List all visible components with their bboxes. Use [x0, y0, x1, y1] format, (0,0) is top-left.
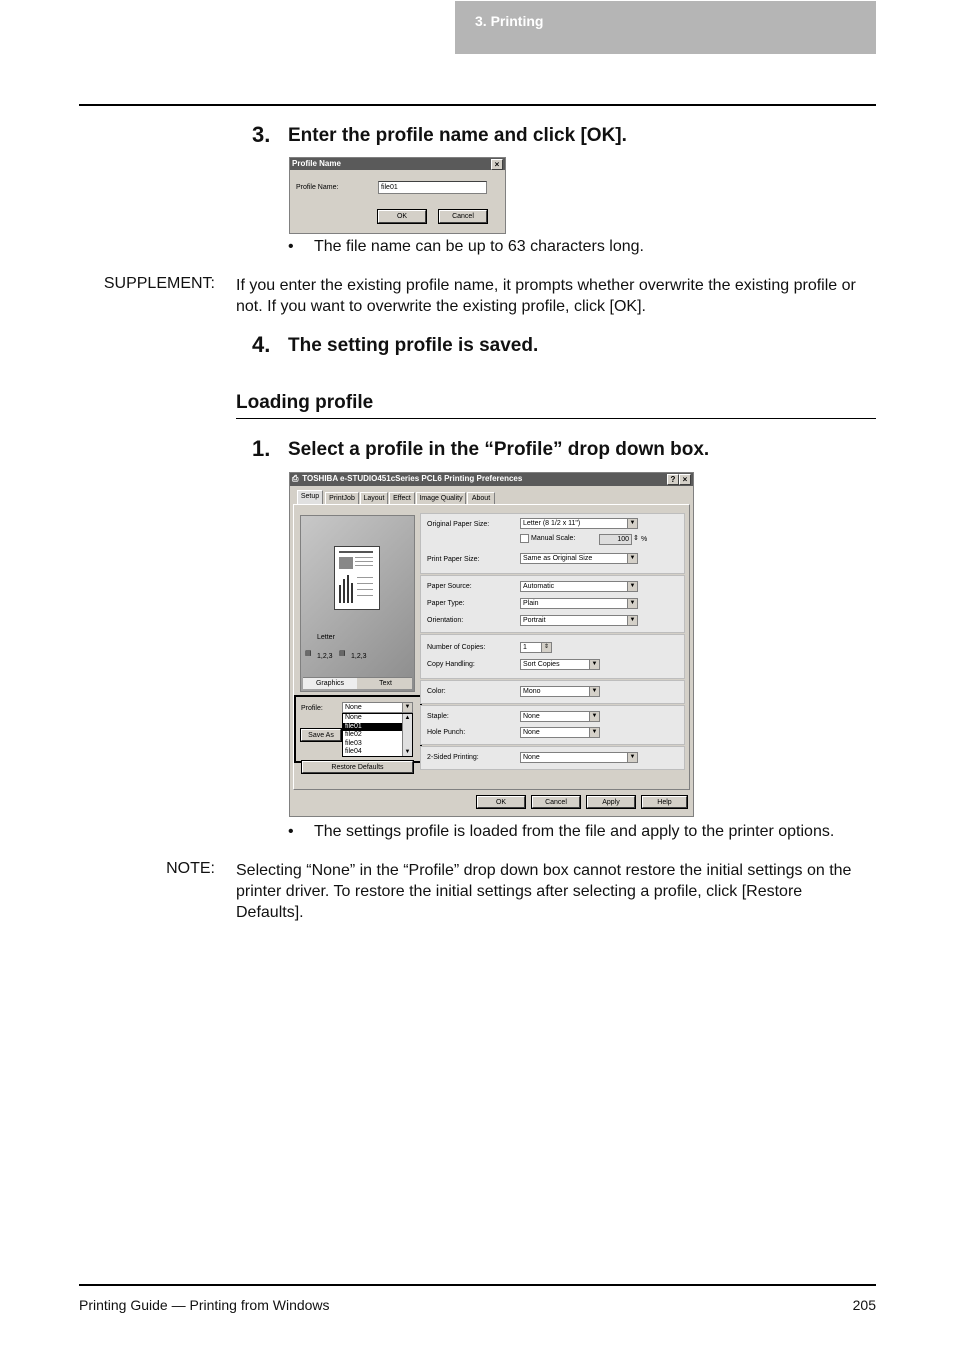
- tab-graphics[interactable]: Graphics: [303, 678, 357, 689]
- ok-button[interactable]: OK: [378, 210, 426, 223]
- bullet-text: The settings profile is loaded from the file and apply to the printer options.: [314, 823, 835, 840]
- two-sided-group: [420, 746, 685, 770]
- chevron-down-icon[interactable]: ▼: [627, 599, 637, 608]
- collate-icon-b: ▤: [339, 650, 346, 657]
- collate-label-b: 1,2,3: [351, 653, 367, 660]
- copies-group: [420, 634, 685, 679]
- restore-defaults-button[interactable]: Restore Defaults: [302, 761, 413, 773]
- page-preview-image: [334, 546, 380, 610]
- profile-label: Profile:: [301, 705, 323, 712]
- step-3: [252, 122, 852, 149]
- scrollbar[interactable]: [402, 714, 412, 756]
- finishing-group: [420, 705, 685, 745]
- select-value: None: [523, 754, 540, 761]
- step-text: Select a profile in the “Profile” drop down box.: [288, 439, 710, 460]
- two-sided-select[interactable]: [520, 752, 638, 763]
- paper-type-select[interactable]: [520, 598, 638, 609]
- supplement-label: SUPPLEMENT:: [103, 275, 215, 292]
- section-tab-label: 3. Printing: [475, 13, 544, 29]
- list-item[interactable]: file02: [345, 731, 362, 738]
- bullet-dot: •: [288, 238, 294, 255]
- collate-icon-a: ▤: [305, 650, 312, 657]
- copies-input[interactable]: [520, 642, 552, 653]
- note-text: [236, 860, 881, 923]
- print-paper-size-select[interactable]: [520, 553, 638, 564]
- select-value: Portrait: [523, 617, 546, 624]
- profile-name-input[interactable]: file01: [378, 181, 487, 194]
- step-number: 4.: [252, 332, 271, 357]
- preview-panel: [300, 515, 415, 692]
- tab-text[interactable]: Text: [379, 680, 392, 687]
- manual-scale-input[interactable]: 100: [599, 534, 632, 545]
- tab-setup[interactable]: Setup: [297, 490, 323, 504]
- dialog-titlebar: [290, 158, 505, 170]
- list-item-selected[interactable]: file01: [343, 723, 404, 732]
- chevron-down-icon[interactable]: ▼: [627, 616, 637, 625]
- note-line: Defaults].: [236, 904, 304, 921]
- original-paper-size-label: Original Paper Size:: [427, 521, 490, 528]
- select-value: None: [523, 713, 540, 720]
- list-item[interactable]: None: [345, 714, 362, 721]
- paper-type-label: Paper Type:: [427, 600, 465, 607]
- select-value: None: [523, 729, 540, 736]
- cancel-button[interactable]: Cancel: [532, 796, 580, 808]
- chevron-down-icon[interactable]: ▼: [627, 519, 637, 528]
- paper-size-group: [420, 513, 685, 574]
- step-number: 3.: [252, 122, 271, 147]
- color-select[interactable]: [520, 686, 600, 697]
- tab-page: [293, 504, 690, 790]
- select-value: Automatic: [523, 583, 555, 590]
- dialog-title: Profile Name: [292, 159, 341, 168]
- bullet-item: [288, 823, 888, 843]
- cancel-button[interactable]: Cancel: [439, 210, 487, 223]
- select-value: Plain: [523, 600, 539, 607]
- hole-punch-label: Hole Punch:: [427, 729, 466, 736]
- close-icon[interactable]: ×: [491, 159, 503, 170]
- close-icon[interactable]: ×: [679, 474, 691, 485]
- supplement-line: If you enter the existing profile name, it prompts whether overwrite the existing profile or: [236, 277, 856, 294]
- footer-title: Printing Guide — Printing from Windows: [79, 1297, 330, 1313]
- footer-rule: [79, 1284, 876, 1286]
- manual-scale-checkbox[interactable]: [520, 534, 529, 543]
- color-group: [420, 680, 685, 704]
- original-paper-size-select[interactable]: [520, 518, 638, 529]
- profile-select-value: None: [345, 704, 362, 711]
- two-sided-label: 2-Sided Printing:: [427, 754, 479, 761]
- bullet-text: The file name can be up to 63 characters long.: [314, 238, 644, 255]
- chevron-down-icon[interactable]: ▼: [589, 728, 599, 737]
- apply-button[interactable]: Apply: [587, 796, 635, 808]
- list-item[interactable]: file04: [345, 748, 362, 755]
- orientation-label: Orientation:: [427, 617, 464, 624]
- select-value: Same as Original Size: [523, 555, 593, 562]
- printer-icon: ⎙: [292, 474, 299, 483]
- print-paper-size-label: Print Paper Size:: [427, 556, 480, 563]
- chevron-down-icon[interactable]: ▼: [589, 712, 599, 721]
- select-value: Mono: [523, 688, 541, 695]
- profile-name-label: Profile Name:: [296, 184, 339, 191]
- dialog-title: TOSHIBA e-STUDIO451cSeries PCL6 Printing Preferences: [302, 474, 523, 483]
- chevron-down-icon[interactable]: ▼: [627, 554, 637, 563]
- note-line: Selecting “None” in the “Profile” drop down box cannot restore the initial settings on the: [236, 862, 852, 879]
- staple-label: Staple:: [427, 713, 449, 720]
- step-number: 1.: [252, 436, 271, 461]
- section-tab: [455, 1, 876, 54]
- tab-printjob[interactable]: PrintJob: [325, 492, 359, 504]
- chevron-down-icon[interactable]: ▼: [627, 582, 637, 591]
- ok-button[interactable]: OK: [477, 796, 525, 808]
- header-rule: [79, 104, 876, 106]
- manual-scale-label: Manual Scale:: [531, 535, 576, 542]
- supplement-text: [236, 275, 881, 317]
- step-text: The setting profile is saved.: [288, 335, 539, 356]
- select-value: Sort Copies: [523, 661, 560, 668]
- staple-select[interactable]: [520, 711, 600, 722]
- scroll-down-icon[interactable]: ▼: [404, 749, 411, 755]
- chevron-down-icon[interactable]: ▼: [589, 660, 599, 669]
- note-line: printer driver. To restore the initial settings after selecting a profile, click [Restore: [236, 883, 803, 900]
- help-button[interactable]: Help: [642, 796, 687, 808]
- preview-tabs: [303, 677, 412, 689]
- color-label: Color:: [427, 688, 446, 695]
- help-icon[interactable]: ?: [667, 474, 679, 485]
- copy-handling-select[interactable]: [520, 659, 600, 670]
- page-number: 205: [852, 1297, 876, 1313]
- printing-preferences-dialog: [289, 472, 694, 817]
- chevron-down-icon[interactable]: ▼: [589, 687, 599, 696]
- section-rule: [236, 418, 876, 419]
- select-value: Letter (8 1/2 x 11"): [523, 520, 581, 527]
- section-title: Loading profile: [236, 392, 374, 413]
- spin-icon[interactable]: ⇕: [541, 643, 551, 652]
- profile-select[interactable]: [342, 702, 413, 713]
- tab-image-quality[interactable]: Image Quality: [416, 492, 466, 504]
- orientation-select[interactable]: [520, 615, 638, 626]
- dialog-titlebar: [290, 473, 693, 486]
- chevron-down-icon[interactable]: ▼: [627, 753, 637, 762]
- tab-about[interactable]: About: [467, 492, 495, 504]
- paper-source-group: [420, 575, 685, 633]
- supplement-line: not. If you want to overwrite the existing profile, click [OK].: [236, 298, 646, 315]
- note-label: NOTE:: [166, 860, 215, 877]
- profile-name-dialog: [289, 157, 506, 234]
- save-as-button[interactable]: Save As: [301, 729, 341, 741]
- paper-source-select[interactable]: [520, 581, 638, 592]
- manual-scale-unit: %: [641, 536, 648, 543]
- step-text: Enter the profile name and click [OK].: [288, 125, 627, 146]
- list-item[interactable]: file03: [345, 739, 362, 747]
- copy-handling-label: Copy Handling:: [427, 661, 475, 668]
- bullet-dot: •: [288, 823, 294, 840]
- scroll-up-icon[interactable]: ▲: [404, 715, 411, 721]
- chevron-down-icon[interactable]: ▼: [402, 703, 412, 712]
- copies-value: 1: [523, 644, 527, 651]
- copies-label: Number of Copies:: [427, 644, 486, 651]
- step-1: [252, 436, 852, 463]
- paper-source-label: Paper Source:: [427, 583, 472, 590]
- profile-dropdown-list[interactable]: [342, 713, 413, 757]
- collate-label-a: 1,2,3: [317, 653, 333, 660]
- hole-punch-select[interactable]: [520, 727, 600, 738]
- bullet-item: [288, 238, 848, 258]
- spin-icon[interactable]: ⇕: [633, 535, 639, 542]
- tab-layout[interactable]: Layout: [360, 492, 388, 504]
- tab-effect[interactable]: Effect: [389, 492, 415, 504]
- step-4: [252, 332, 852, 359]
- paper-size-label: Letter: [317, 634, 335, 641]
